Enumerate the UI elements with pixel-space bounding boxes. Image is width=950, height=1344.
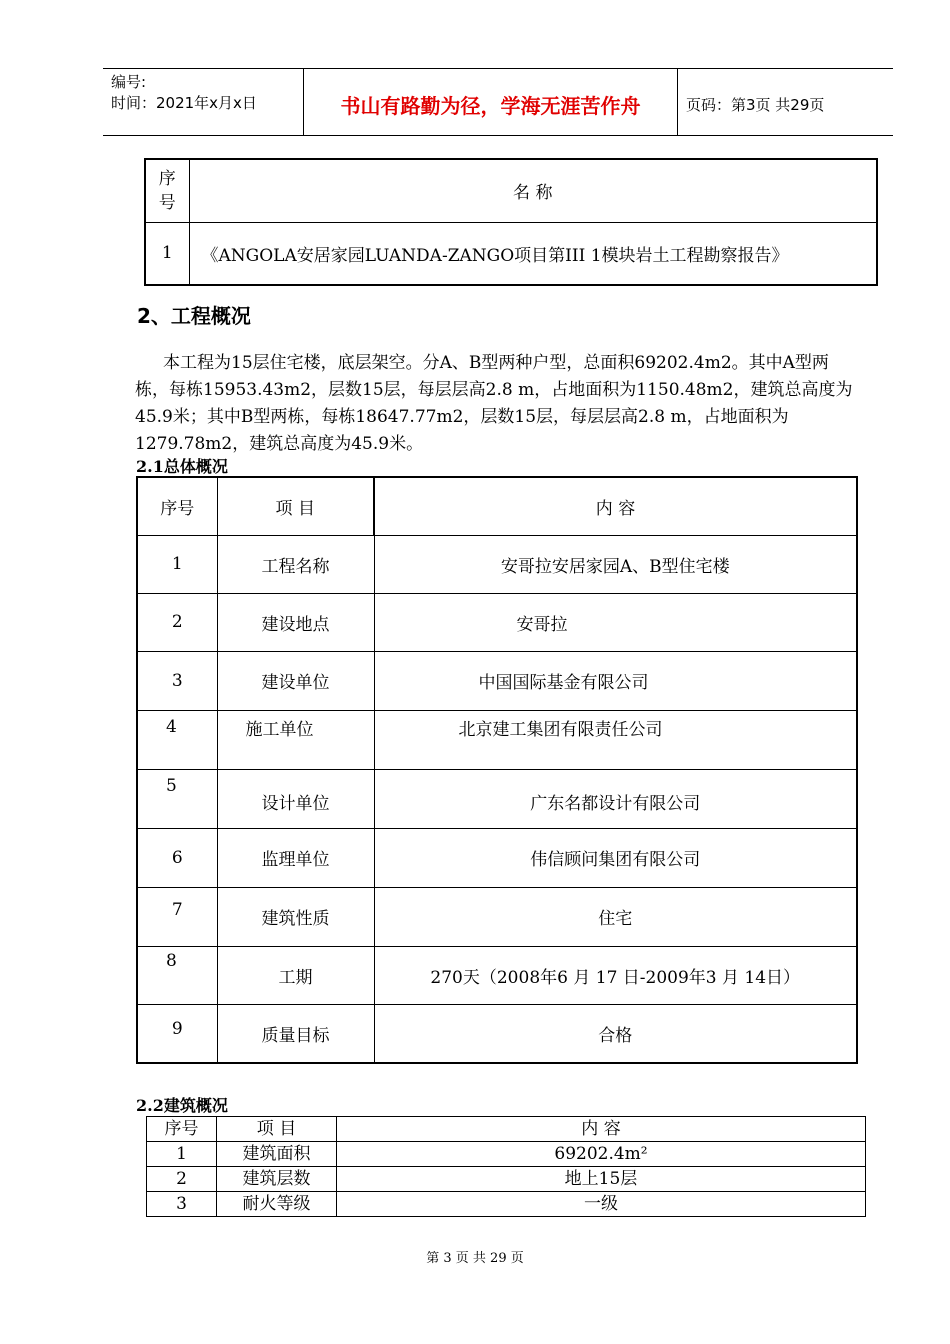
table-cell: 6: [137, 828, 217, 887]
table-header-cell: 内 容: [337, 1117, 866, 1142]
section-paragraph: 本工程为15层住宅楼，底层架空。分A、B型两种户型，总面积69202.4m2。其中A型两栋，每栋15953.43m2，层数15层，每层层高2.8 m，占地面积为1150.48m2，建筑总高度为45.9米；其中B型两栋，每栋18647.77m2，层数15层，每层层高2.8 m，占地面积为1279.78m2，建筑总高度为45.9米。: [135, 353, 853, 454]
table-cell: 地上15层: [337, 1167, 866, 1192]
serial-label: 编号:: [111, 73, 147, 91]
table-cell: 工程名称: [217, 535, 374, 593]
table-cell: 建筑层数: [217, 1167, 337, 1192]
table-cell: 2: [137, 593, 217, 651]
table-cell: 2: [147, 1167, 217, 1192]
subsection-title: 2.2建筑概况: [136, 1096, 228, 1115]
header-divider-right: [677, 68, 678, 136]
header-bottom-rule: [103, 135, 893, 136]
table-cell: 安哥拉: [374, 593, 857, 651]
table-cell: 工期: [217, 946, 374, 1004]
table-header-cell: 项 目: [217, 477, 374, 535]
table-cell: 建设单位: [217, 651, 374, 710]
table-cell: 中国国际基金有限公司: [374, 651, 857, 710]
building-table: [146, 1116, 866, 1217]
table-cell: 监理单位: [217, 828, 374, 887]
section-title: 2、工程概况: [137, 304, 251, 328]
table-row: [137, 1004, 857, 1063]
table-cell: 伟信顾问集团有限公司: [374, 828, 857, 887]
table-header-cell: [145, 159, 189, 222]
table-cell: 3: [147, 1192, 217, 1217]
table-cell: 安哥拉安居家园A、B型住宅楼: [374, 535, 857, 593]
table-cell: 建筑性质: [217, 887, 374, 946]
table-row: [147, 1192, 866, 1217]
reference-document-table: [144, 158, 878, 286]
header-name: 名 称: [189, 159, 877, 222]
table-header-cell: 内 容: [374, 477, 857, 535]
subsection-title: 2.1总体概况: [136, 457, 228, 476]
table-cell: 9: [137, 1004, 217, 1063]
header-serial: 序号: [158, 168, 176, 213]
table-cell: 广东名都设计有限公司: [374, 769, 857, 828]
table-row: [147, 1167, 866, 1192]
table-row: [137, 887, 857, 946]
table-header-cell: 序号: [137, 477, 217, 535]
table-row: [137, 828, 857, 887]
table-cell: 建筑面积: [217, 1142, 337, 1167]
table-cell: 施工单位: [217, 710, 374, 769]
table-cell: 1: [145, 222, 189, 285]
table-cell: 5: [137, 769, 217, 828]
table-cell: 设计单位: [217, 769, 374, 828]
table-header-cell: 序号: [147, 1117, 217, 1142]
table-row: [137, 710, 857, 769]
table-row: [137, 769, 857, 828]
table-row: [145, 222, 877, 285]
table-cell: 一级: [337, 1192, 866, 1217]
table-row: [137, 651, 857, 710]
page-footer: 第 3 页 共 29 页: [426, 1251, 524, 1266]
table-cell: 建设地点: [217, 593, 374, 651]
table-cell: 1: [137, 535, 217, 593]
table-cell: 7: [137, 887, 217, 946]
table-row: [137, 593, 857, 651]
header-page-label: 页码：第3页 共29页: [686, 96, 825, 114]
table-row: [147, 1142, 866, 1167]
overview-table: [136, 476, 858, 1064]
table-header-cell: 项 目: [217, 1117, 337, 1142]
table-cell: 270天（2008年6 月 17 日-2009年3 月 14日）: [374, 946, 857, 1004]
header-left-block: [111, 72, 257, 114]
table-row: [137, 535, 857, 593]
table-cell: 《ANGOLA安居家园LUANDA-ZANGO项目第III 1模块岩土工程勘察报告》: [189, 222, 877, 285]
table-cell: 耐火等级: [217, 1192, 337, 1217]
table-cell: 8: [137, 946, 217, 1004]
table-cell: 北京建工集团有限责任公司: [374, 710, 857, 769]
header-motto: 书山有路勤为径，学海无涯苦作舟: [340, 94, 641, 118]
table-row: [137, 946, 857, 1004]
table-cell: 4: [137, 710, 217, 769]
table-cell: 1: [147, 1142, 217, 1167]
time-label: 时间：2021年x月x日: [111, 94, 257, 112]
table-cell: 69202.4m²: [337, 1142, 866, 1167]
table-header-row: [147, 1117, 866, 1142]
header-top-rule: [103, 68, 893, 69]
table-cell: 合格: [374, 1004, 857, 1063]
table-cell: 住宅: [374, 887, 857, 946]
table-cell: 3: [137, 651, 217, 710]
table-cell: 质量目标: [217, 1004, 374, 1063]
